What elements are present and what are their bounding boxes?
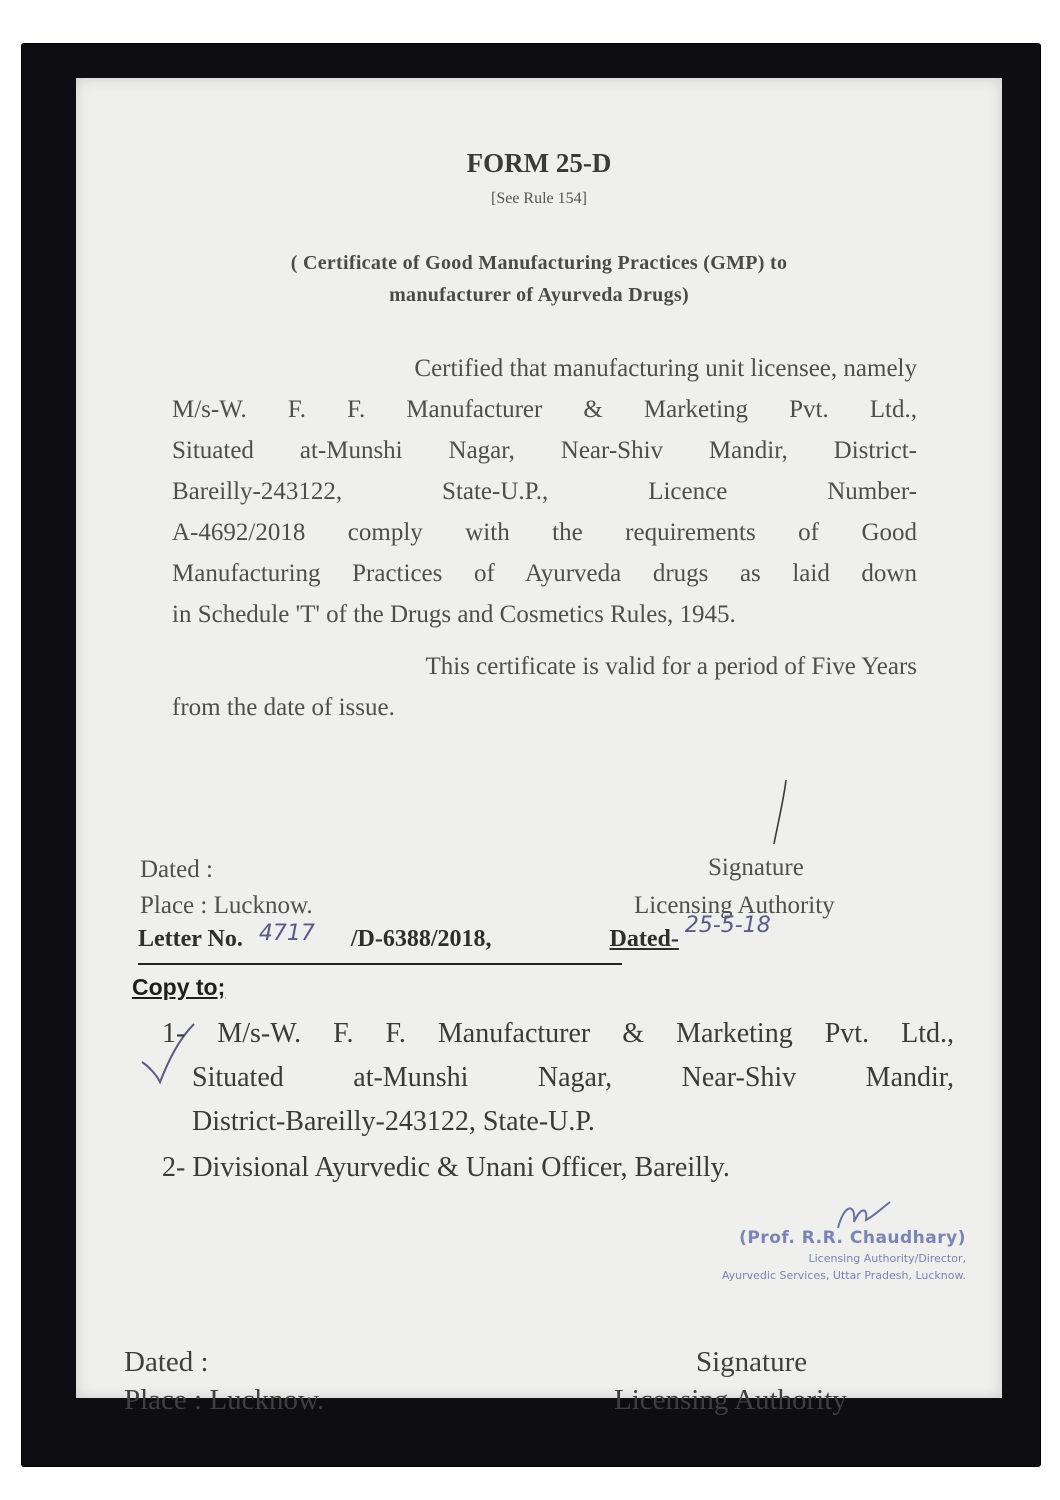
body-line: A-4692/2018 comply with the requirements of Good (172, 519, 917, 546)
letter-dated-label: Dated- (609, 926, 679, 952)
copy-to-label: Copy to; (132, 974, 226, 1000)
letter-reference-line (138, 913, 968, 953)
validity-line: from the date of issue. (172, 694, 395, 721)
certificate-heading-line-1: ( Certificate of Good Manufacturing Practices (GMP) to (290, 252, 788, 274)
certificate-body-paragraph (172, 348, 917, 635)
validity-line: This certificate is valid for a period of Five Years (425, 653, 917, 680)
recipient-line: 1- M/s-W. F. F. Manufacturer & Marketing Pvt. Ltd., (162, 1018, 954, 1049)
letter-underline (138, 963, 622, 965)
authority-stamp (606, 1228, 966, 1282)
certificate-heading-line-2: manufacturer of Ayurveda Drugs) (389, 284, 689, 306)
recipient-line: 2- Divisional Ayurvedic & Unani Officer, Bareilly. (162, 1152, 730, 1183)
validity-paragraph (172, 646, 917, 728)
licensing-authority-label: Licensing Authority (634, 892, 835, 919)
stamp-department: Ayurvedic Services, Uttar Pradesh, Lucknow. (721, 1269, 966, 1282)
letter-number-handwritten: 4717 (258, 921, 315, 946)
signature-label-bottom: Signature (696, 1346, 808, 1378)
picture-frame (22, 44, 1040, 1466)
dated-label: Dated : (140, 856, 213, 883)
copy-recipient-2 (162, 1146, 924, 1190)
letter-reference: /D-6388/2018, (350, 926, 492, 952)
recipient-line: District-Bareilly-243122, State-U.P. (192, 1106, 595, 1137)
body-line: in Schedule 'T' of the Drugs and Cosmetics Rules, 1945. (172, 601, 736, 628)
recipient-line: Situated at-Munshi Nagar, Near-Shiv Mandir, (192, 1062, 954, 1093)
stamp-name: (Prof. R.R. Chaudhary) (739, 1228, 966, 1248)
body-line: Bareilly-243122, State-U.P., Licence Number- (172, 478, 917, 505)
signature-stroke (766, 778, 796, 848)
letter-date-handwritten: 25-5-18 (684, 913, 771, 938)
certificate-paper (76, 78, 1002, 1416)
place-label-bottom: Place : Lucknow. (124, 1384, 325, 1416)
body-line: Situated at-Munshi Nagar, Near-Shiv Mandir, District- (172, 437, 917, 464)
form-title: FORM 25-D (466, 148, 612, 178)
stamp-title: Licensing Authority/Director, (808, 1252, 966, 1265)
signature-label: Signature (708, 854, 804, 881)
place-label: Place : Lucknow. (140, 892, 313, 919)
copy-recipient-1 (162, 1012, 954, 1144)
dated-label-bottom: Dated : (124, 1346, 209, 1378)
licensing-authority-label-bottom: Licensing Authority (614, 1384, 847, 1416)
letter-prefix: Letter No. (138, 926, 243, 952)
body-line: M/s-W. F. F. Manufacturer & Marketing Pvt. Ltd., (172, 396, 917, 423)
form-rule-reference: [See Rule 154] (491, 190, 587, 207)
body-line: Certified that manufacturing unit licensee, namely (414, 355, 917, 382)
body-line: Manufacturing Practices of Ayurveda drugs as laid down (172, 560, 917, 587)
